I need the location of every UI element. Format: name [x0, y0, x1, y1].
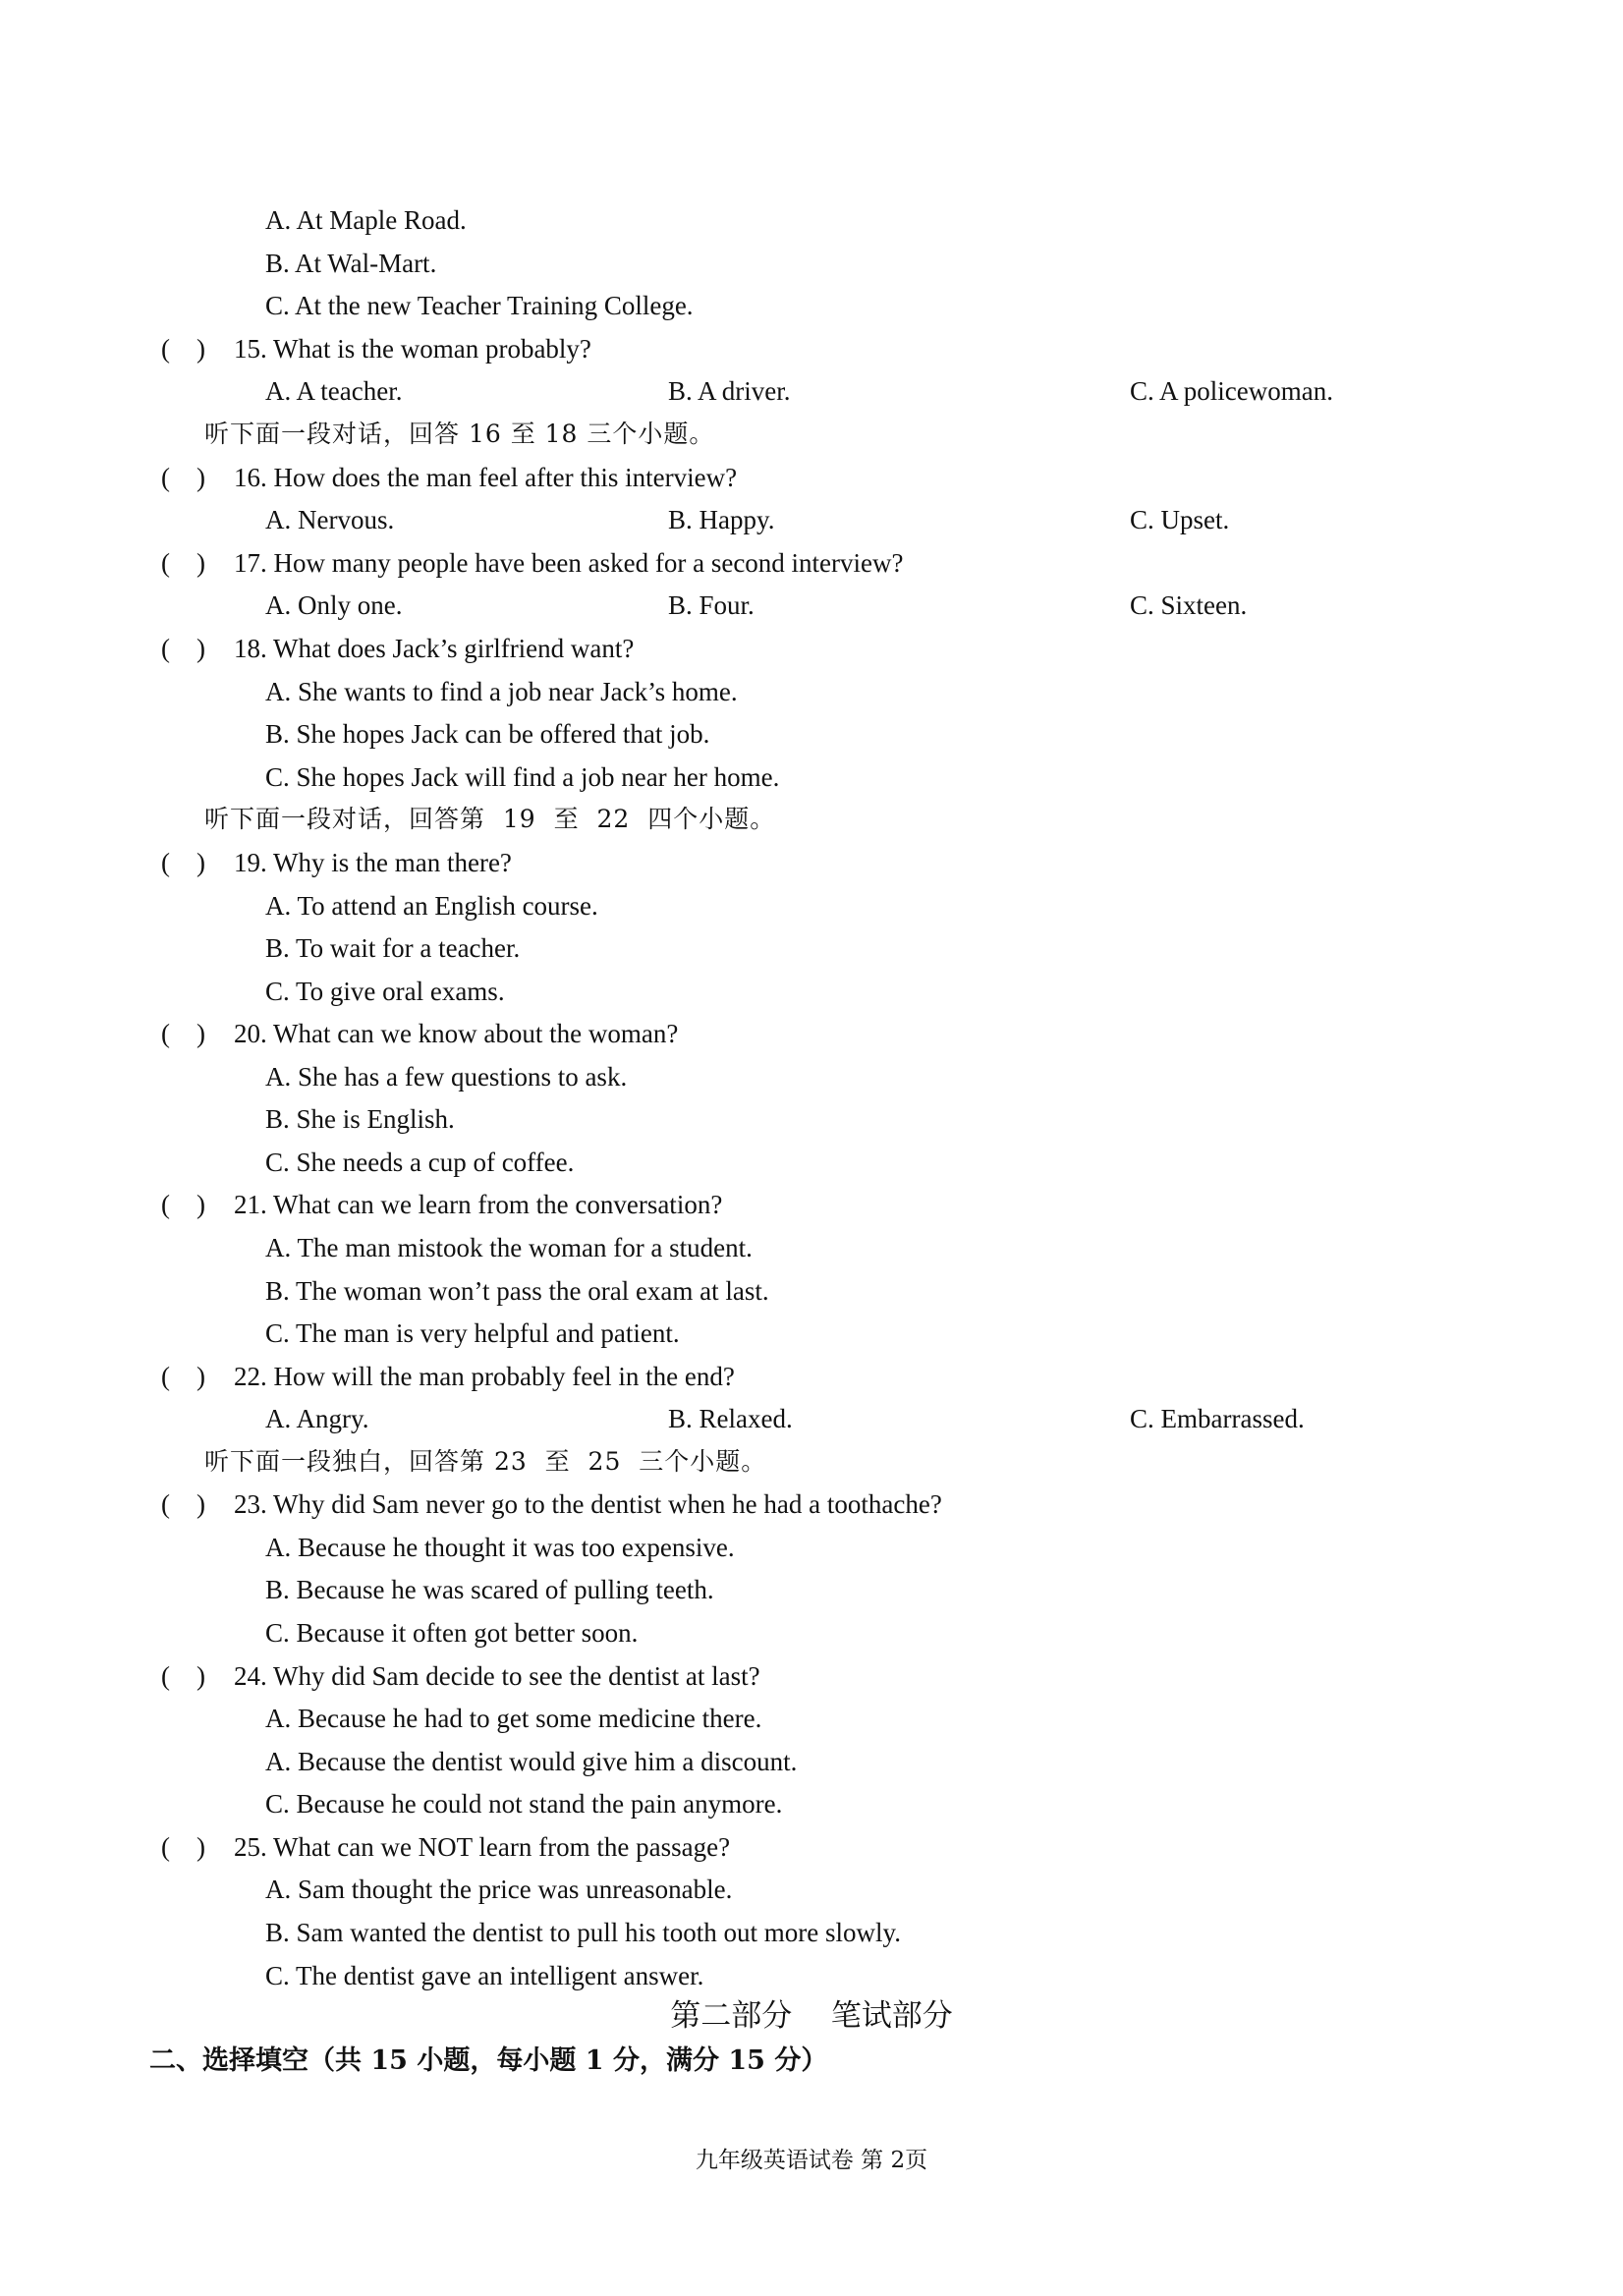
question-text: 17. How many people have been asked for a second interview?: [234, 548, 904, 578]
q16-option-a: A. Nervous.: [265, 505, 395, 534]
question-19: [161, 846, 512, 879]
question-20: [161, 1017, 678, 1050]
q15-option-b: B. A driver.: [668, 376, 791, 406]
part-two-title: 第二部分 笔试部分: [670, 1998, 953, 2034]
answer-blank: ( ): [161, 334, 205, 364]
question-text: 18. What does Jack’s girlfriend want?: [234, 634, 635, 663]
question-text: 25. What can we NOT learn from the passage?: [234, 1832, 731, 1862]
q20-option-b: B. She is English.: [265, 1104, 455, 1134]
q23-option-b: B. Because he was scared of pulling teeth.: [265, 1575, 714, 1604]
q21-option-a: A. The man mistook the woman for a student.: [265, 1233, 753, 1262]
q18-option-a: A. She wants to find a job near Jack’s home.: [265, 677, 738, 706]
question-22: [161, 1360, 735, 1393]
q17-option-b: B. Four.: [668, 590, 755, 620]
question-17: [161, 546, 904, 580]
q16-option-c: C. Upset.: [1130, 505, 1230, 534]
q19-option-a: A. To attend an English course.: [265, 891, 598, 921]
q22-option-a: A. Angry.: [265, 1404, 369, 1433]
q15-option-a: A. A teacher.: [265, 376, 403, 406]
q24-option-b: A. Because the dentist would give him a discount.: [265, 1747, 798, 1776]
q25-option-b: B. Sam wanted the dentist to pull his tooth out more slowly.: [265, 1918, 901, 1947]
question-24: [161, 1659, 760, 1693]
q23-option-a: A. Because he thought it was too expensive.: [265, 1533, 735, 1562]
answer-blank: ( ): [161, 634, 205, 663]
q17-option-c: C. Sixteen.: [1130, 590, 1248, 620]
answer-blank: ( ): [161, 848, 205, 877]
question-18: [161, 632, 634, 665]
answer-blank: ( ): [161, 1832, 205, 1862]
q18-option-c: C. She hopes Jack will find a job near her home.: [265, 762, 780, 792]
q14-option-b: B. At Wal-Mart.: [265, 249, 437, 278]
question-text: 22. How will the man probably feel in the end?: [234, 1362, 735, 1391]
question-text: 24. Why did Sam decide to see the dentist at last?: [234, 1661, 760, 1691]
question-23: [161, 1487, 942, 1521]
answer-blank: ( ): [161, 1362, 205, 1391]
question-text: 23. Why did Sam never go to the dentist when he had a toothache?: [234, 1489, 942, 1519]
instruction-16-18: 听下面一段对话，回答 16 至 18 三个小题。: [204, 420, 715, 448]
answer-blank: ( ): [161, 463, 205, 492]
q25-option-a: A. Sam thought the price was unreasonable.: [265, 1875, 733, 1904]
answer-blank: ( ): [161, 1190, 205, 1219]
q20-option-a: A. She has a few questions to ask.: [265, 1062, 628, 1092]
instruction-23-25: 听下面一段独白，回答第 23 至 25 三个小题。: [204, 1447, 767, 1476]
question-text: 19. Why is the man there?: [234, 848, 512, 877]
section-two-title: 二、选择填空（共 15 小题，每小题 1 分，满分 15 分）: [149, 2045, 828, 2076]
q17-option-a: A. Only one.: [265, 590, 403, 620]
q23-option-c: C. Because it often got better soon.: [265, 1618, 639, 1648]
question-25: [161, 1830, 730, 1864]
q14-option-a: A. At Maple Road.: [265, 205, 467, 235]
page-footer: 九年级英语试卷 第 2页: [695, 2148, 928, 2173]
answer-blank: ( ): [161, 548, 205, 578]
q21-option-b: B. The woman won’t pass the oral exam at last.: [265, 1276, 769, 1306]
question-text: 21. What can we learn from the conversation?: [234, 1190, 723, 1219]
q19-option-c: C. To give oral exams.: [265, 977, 505, 1006]
q24-option-a: A. Because he had to get some medicine there.: [265, 1704, 762, 1733]
answer-blank: ( ): [161, 1489, 205, 1519]
q25-option-c: C. The dentist gave an intelligent answer.: [265, 1961, 704, 1990]
q19-option-b: B. To wait for a teacher.: [265, 933, 521, 963]
q22-option-b: B. Relaxed.: [668, 1404, 793, 1433]
question-21: [161, 1188, 722, 1221]
question-text: 15. What is the woman probably?: [234, 334, 591, 364]
question-text: 16. How does the man feel after this interview?: [234, 463, 738, 492]
q18-option-b: B. She hopes Jack can be offered that job.: [265, 719, 710, 749]
q16-option-b: B. Happy.: [668, 505, 775, 534]
answer-blank: ( ): [161, 1019, 205, 1048]
q21-option-c: C. The man is very helpful and patient.: [265, 1318, 680, 1348]
q24-option-c: C. Because he could not stand the pain anymore.: [265, 1789, 783, 1819]
question-text: 20. What can we know about the woman?: [234, 1019, 679, 1048]
question-15: [161, 332, 591, 365]
instruction-19-22: 听下面一段对话，回答第 19 至 22 四个小题。: [204, 805, 776, 833]
q15-option-c: C. A policewoman.: [1130, 376, 1333, 406]
q22-option-c: C. Embarrassed.: [1130, 1404, 1305, 1433]
q14-option-c: C. At the new Teacher Training College.: [265, 291, 694, 320]
answer-blank: ( ): [161, 1661, 205, 1691]
question-16: [161, 461, 737, 494]
q20-option-c: C. She needs a cup of coffee.: [265, 1148, 575, 1177]
